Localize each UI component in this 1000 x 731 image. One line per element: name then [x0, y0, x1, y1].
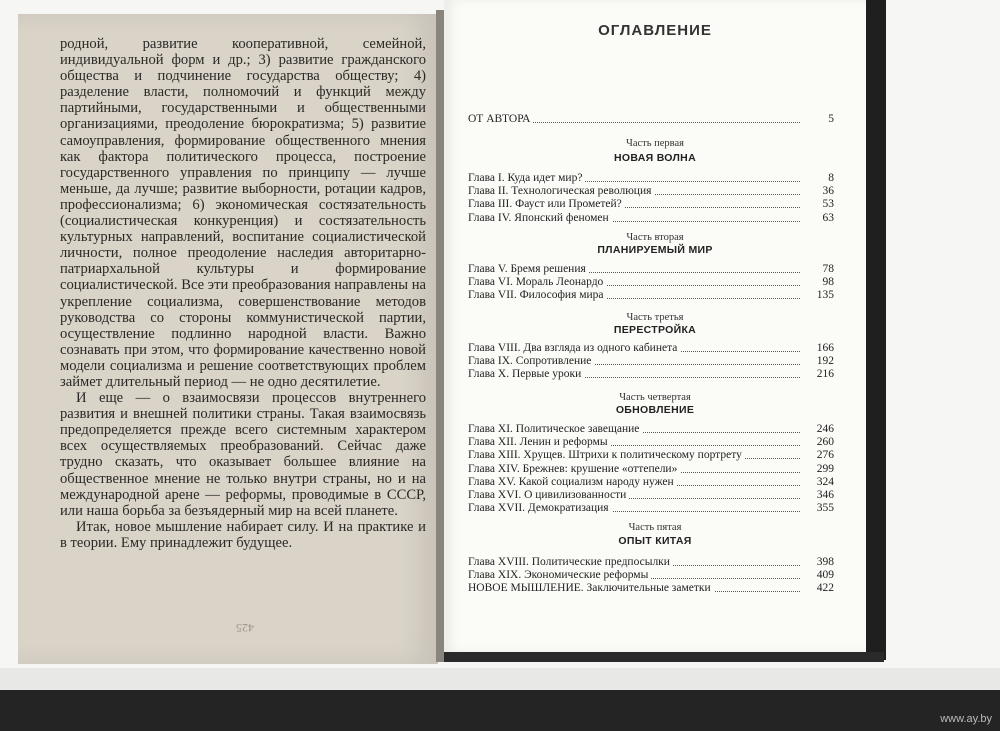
book-gutter [436, 10, 444, 662]
toc-entry-label: Глава III. Фауст или Прометей? [468, 197, 625, 211]
toc-entry-chapter [468, 435, 834, 449]
toc-entry-label: Глава XIV. Брежнев: крушение «оттепели» [468, 462, 680, 476]
section-heading: ПЕРЕСТРОЙКА [613, 324, 697, 336]
toc-entry-page: 135 [800, 288, 834, 302]
book-cover-edge [866, 0, 886, 660]
toc-entry-chapter [468, 501, 834, 515]
toc-entry-page: 324 [800, 475, 834, 489]
toc-entry-chapter [468, 211, 834, 225]
toc-entry-page: 63 [800, 211, 834, 225]
section-heading: ОПЫТ КИТАЯ [618, 535, 692, 547]
paragraph: И еще — о взаимосвязи процессов внутреннего развития и внешней политики страны. Такая взаимосвязь предопределяется прежде всего системным характером всех осуществляемых преобразований. Сейчас даже трудно сказать, что оказывает большее влияние на общественное мнение не только внутри страны, но и на международной арене — реформы, проводимые в СССР, или наша борьба за безъядерный мир на всей планете. [60, 390, 426, 519]
toc-entry-label: Глава V. Бремя решения [468, 262, 589, 276]
toc-entry-label: Глава XVI. О цивилизованности [468, 488, 629, 502]
toc-entry-page: 276 [800, 448, 834, 462]
toc-entry-page: 166 [800, 341, 834, 355]
left-page-text [60, 36, 426, 551]
section-heading: ПЛАНИРУЕМЫЙ МИР [597, 244, 713, 256]
toc-entry-label: Глава II. Технологическая революция [468, 184, 654, 198]
toc-entry-page: 192 [800, 354, 834, 368]
toc-entry-chapter [468, 475, 834, 489]
toc-entry-label: Глава XI. Политическое завещание [468, 422, 642, 436]
table-shadow [0, 690, 1000, 731]
toc-entry-label: Глава XII. Ленин и реформы [468, 435, 611, 449]
toc-entry-page: 409 [800, 568, 834, 582]
toc-entry-chapter [468, 171, 834, 185]
section-heading: НОВАЯ ВОЛНА [614, 152, 696, 164]
toc-entry-page: 36 [800, 184, 834, 198]
toc-entry-label: НОВОЕ МЫШЛЕНИЕ. Заключительные заметки [468, 581, 714, 595]
toc-entry-label: Глава VII. Философия мира [468, 288, 607, 302]
toc-entry-chapter [468, 184, 834, 198]
toc-entry-page: 246 [800, 422, 834, 436]
toc-entry-page: 260 [800, 435, 834, 449]
toc-entry-chapter [468, 462, 834, 476]
toc-entry-label: Глава VI. Мораль Леонардо [468, 275, 606, 289]
page-title: ОГЛАВЛЕНИЕ [598, 22, 712, 39]
part-heading: Часть вторая [626, 232, 684, 243]
part-heading: Часть пятая [628, 522, 682, 533]
toc-entry-label: Глава XVII. Демократизация [468, 501, 612, 515]
section-heading: ОБНОВЛЕНИЕ [615, 404, 695, 416]
toc-entry-label: Глава IV. Японский феномен [468, 211, 612, 225]
toc-entry-label: ОТ АВТОРА [468, 112, 533, 126]
book-cover-bottom [444, 652, 884, 662]
toc-entry-label: Глава XIII. Хрущев. Штрихи к политическому портрету [468, 448, 745, 462]
toc-entry-page: 355 [800, 501, 834, 515]
watermark: www.ay.by [940, 713, 992, 725]
toc-entry-chapter [468, 354, 834, 368]
toc-entry-chapter [468, 422, 834, 436]
toc-entry-chapter [468, 262, 834, 276]
toc-entry-chapter [468, 275, 834, 289]
toc-entry-page: 5 [800, 112, 834, 126]
toc-entry-label: Глава I. Куда идет мир? [468, 171, 585, 185]
paragraph: родной, развитие кооперативной, семейной, индивидуальной форм и др.; 3) развитие гражданского общества и подчинение государства обществу; 4) разделение власти, полномочий и функций между партийными, государственными и общественными организациями, преодоление бюрократизма; 5) развитие самоуправления, формирование общественного мнения как фактора политического процесса, построение государственного управления по принципу — лучше меньше, да лучше; развитие выборности, ротации кадров, профессионализма; 6) экономическая состязательность (социалистическая конкуренция) и состязательность культурных направлений, воспитание социалистической личности, полное преодоление наследия авторитарно-патриархальной культуры и формирование социалистической. Все эти преобразования направлены на укрепление социализма, совершенствование методов руководства со стороны коммунистической партии, осуществление подлинно народной власти. Важно сознавать при этом, что формирование качественно новой модели социализма и решение соответствующих проблем займет длительный период — не одно десятилетие. [60, 36, 426, 390]
toc-entry-chapter [468, 341, 834, 355]
toc-entry-conclusion [468, 581, 834, 595]
toc-entry-label: Глава IX. Сопротивление [468, 354, 594, 368]
left-page [18, 14, 438, 664]
toc-entry-page: 78 [800, 262, 834, 276]
part-heading: Часть третья [626, 312, 684, 323]
toc-entry-chapter [468, 288, 834, 302]
toc-entry-label: Глава XIX. Экономические реформы [468, 568, 651, 582]
table-surface [0, 668, 1000, 692]
toc-entry-chapter [468, 555, 834, 569]
toc-entry-label: Глава XV. Какой социализм народу нужен [468, 475, 677, 489]
toc-entry-page: 299 [800, 462, 834, 476]
toc-entry-label: Глава XVIII. Политические предпосылки [468, 555, 673, 569]
toc-entry-preface [468, 112, 834, 126]
toc-entry-label: Глава VIII. Два взгляда из одного кабинета [468, 341, 680, 355]
toc-entry-chapter [468, 367, 834, 381]
toc-entry-page: 346 [800, 488, 834, 502]
toc-entry-chapter [468, 448, 834, 462]
toc-entry-chapter [468, 197, 834, 211]
part-heading: Часть четвертая [619, 392, 691, 403]
toc-entry-page: 53 [800, 197, 834, 211]
toc-entry-page: 98 [800, 275, 834, 289]
part-heading: Часть первая [626, 138, 684, 149]
toc-entry-page: 398 [800, 555, 834, 569]
page-number: 425 [236, 621, 254, 635]
toc-entry-page: 422 [800, 581, 834, 595]
toc-entry-page: 8 [800, 171, 834, 185]
toc-entry-chapter [468, 488, 834, 502]
paragraph: Итак, новое мышление набирает силу. И на практике и в теории. Ему принадлежит будущее. [60, 518, 426, 551]
toc-entry-page: 216 [800, 367, 834, 381]
right-page [444, 0, 866, 652]
toc-entry-label: Глава X. Первые уроки [468, 367, 584, 381]
